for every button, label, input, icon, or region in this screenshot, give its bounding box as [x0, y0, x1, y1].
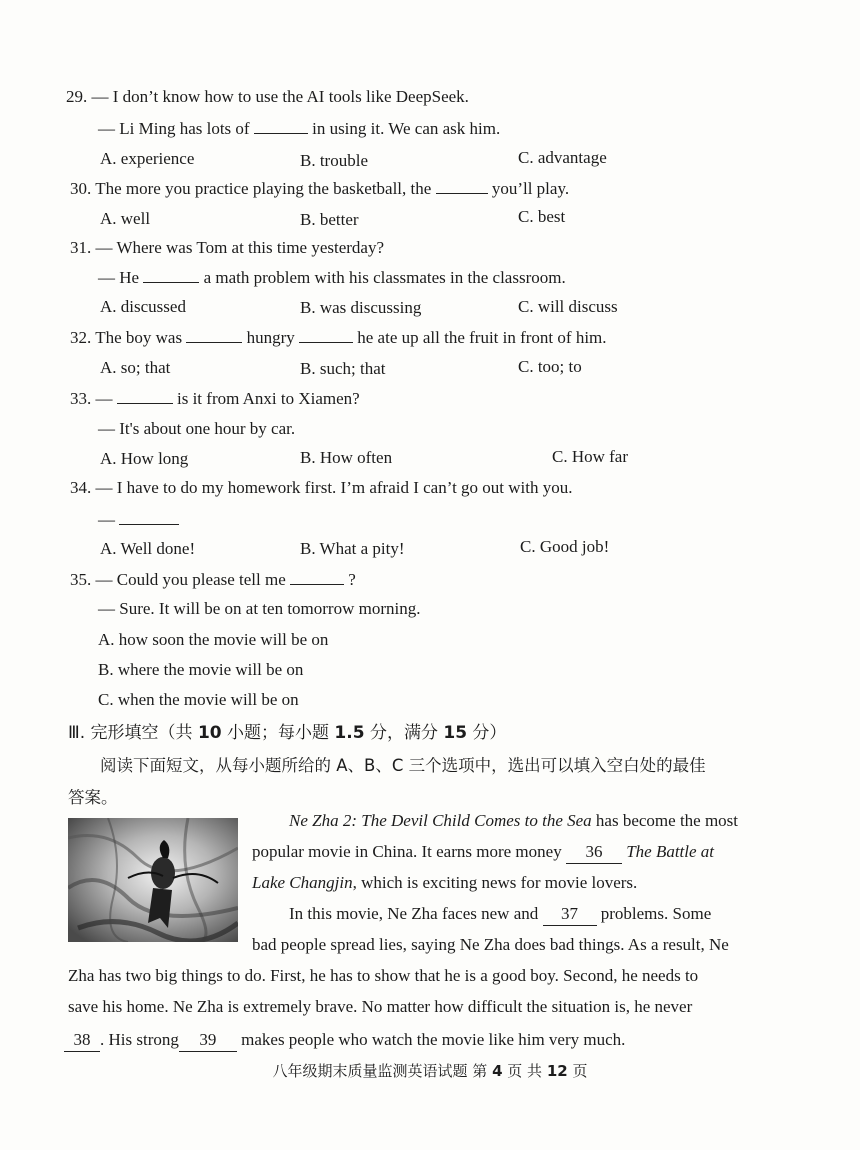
- option-c: C. will discuss: [518, 297, 618, 316]
- answer-blank: [436, 177, 488, 194]
- passage-line-2: popular movie in China. It earns more money 36 The Battle at: [252, 841, 714, 864]
- option-c: C. How far: [552, 447, 629, 466]
- blank-39: 39: [179, 1029, 237, 1052]
- question-31-line2: — He a math problem with his classmates in the classroom.: [98, 268, 566, 287]
- answer-blank: [299, 326, 353, 343]
- option-a: A. how soon the movie will be on: [98, 630, 329, 649]
- question-number: 29.: [66, 87, 88, 106]
- option-a: A. well: [100, 209, 151, 228]
- question-number: 32.: [70, 328, 92, 347]
- question-number: 35.: [70, 570, 92, 589]
- question-33-line2: — It's about one hour by car.: [98, 419, 296, 438]
- option-c: C. Good job!: [520, 537, 610, 556]
- passage-line-8: 38 . His strong 39 makes people who watch the movie like him very much.: [64, 1029, 625, 1052]
- question-34: 34. — I have to do my homework first. I’m afraid I can’t go out with you.: [70, 478, 573, 497]
- question-35-line2: — Sure. It will be on at ten tomorrow morning.: [98, 599, 421, 618]
- section-instruction: 阅读下面短文，从每小题所给的 A、B、C 三个选项中，选出可以填入空白处的最佳: [100, 756, 706, 775]
- passage-line-7: save his home. Ne Zha is extremely brave. No matter how difficult the situation is, he never: [68, 997, 693, 1016]
- passage-line-6: Zha has two big things to do. First, he has to show that he is a good boy. Second, he needs to: [68, 966, 699, 985]
- answer-blank: [119, 508, 179, 525]
- question-text: — I don’t know how to use the AI tools like DeepSeek.: [91, 87, 469, 106]
- option-b: B. was discussing: [300, 298, 422, 317]
- option-a: A. discussed: [100, 297, 186, 316]
- section-instruction-cont: 答案。: [68, 788, 118, 807]
- option-b: B. trouble: [300, 151, 368, 170]
- question-34-line2: —: [98, 508, 179, 531]
- option-a: A. so; that: [100, 358, 171, 377]
- option-b: B. such; that: [300, 359, 386, 378]
- answer-blank: [117, 387, 173, 404]
- question-30: 30. The more you practice playing the basketball, the you’ll play.: [70, 179, 570, 198]
- page-footer: 八年级期末质量监测英语试题 第 4 页 共 12 页: [272, 1062, 588, 1080]
- option-b: B. better: [300, 210, 359, 229]
- answer-blank: [254, 117, 308, 134]
- answer-blank: [186, 326, 242, 343]
- blank-36: 36: [566, 841, 622, 864]
- question-number: 34.: [70, 478, 92, 497]
- section-title: Ⅲ. 完形填空（共 10 小题；每小题 1.5 分，满分 15 分）: [68, 723, 507, 743]
- question-35: 35. — Could you please tell me ?: [70, 570, 356, 589]
- option-c: C. advantage: [518, 148, 607, 167]
- option-c: C. best: [518, 207, 566, 226]
- blank-38: 38: [64, 1029, 100, 1052]
- passage-line-4: In this movie, Ne Zha faces new and 37 problems. Some: [289, 903, 711, 926]
- blank-37: 37: [543, 903, 597, 926]
- question-number: 33.: [70, 389, 92, 408]
- question-32: 32. The boy was hungry he ate up all the fruit in front of him.: [70, 328, 607, 347]
- question-31: 31. — Where was Tom at this time yesterday?: [70, 238, 385, 257]
- option-b: B. How often: [300, 448, 393, 467]
- question-number: 30.: [70, 179, 92, 198]
- question-33: 33. — is it from Anxi to Xiamen?: [70, 389, 360, 408]
- movie-still-image: [68, 818, 238, 942]
- movie-title: Ne Zha 2: The Devil Child Comes to the Sea: [289, 811, 592, 830]
- passage-line-1: Ne Zha 2: The Devil Child Comes to the Sea has become the most: [289, 811, 739, 830]
- option-b: B. where the movie will be on: [98, 660, 304, 679]
- option-c: C. when the movie will be on: [98, 690, 299, 709]
- question-29-line2: — Li Ming has lots of in using it. We can ask him.: [98, 119, 501, 138]
- option-a: A. experience: [100, 149, 195, 168]
- option-b: B. What a pity!: [300, 539, 405, 558]
- answer-blank: [290, 568, 344, 585]
- option-c: C. too; to: [518, 357, 582, 376]
- option-a: A. Well done!: [100, 539, 196, 558]
- question-number: 31.: [70, 238, 92, 257]
- answer-blank: [143, 266, 199, 283]
- passage-line-5: bad people spread lies, saying Ne Zha does bad things. As a result, Ne: [252, 935, 729, 954]
- passage-line-3: Lake Changjin, which is exciting news for movie lovers.: [252, 873, 638, 892]
- movie-illustration-icon: [68, 818, 238, 942]
- option-a: A. How long: [100, 449, 189, 468]
- question-29: [66, 86, 469, 108]
